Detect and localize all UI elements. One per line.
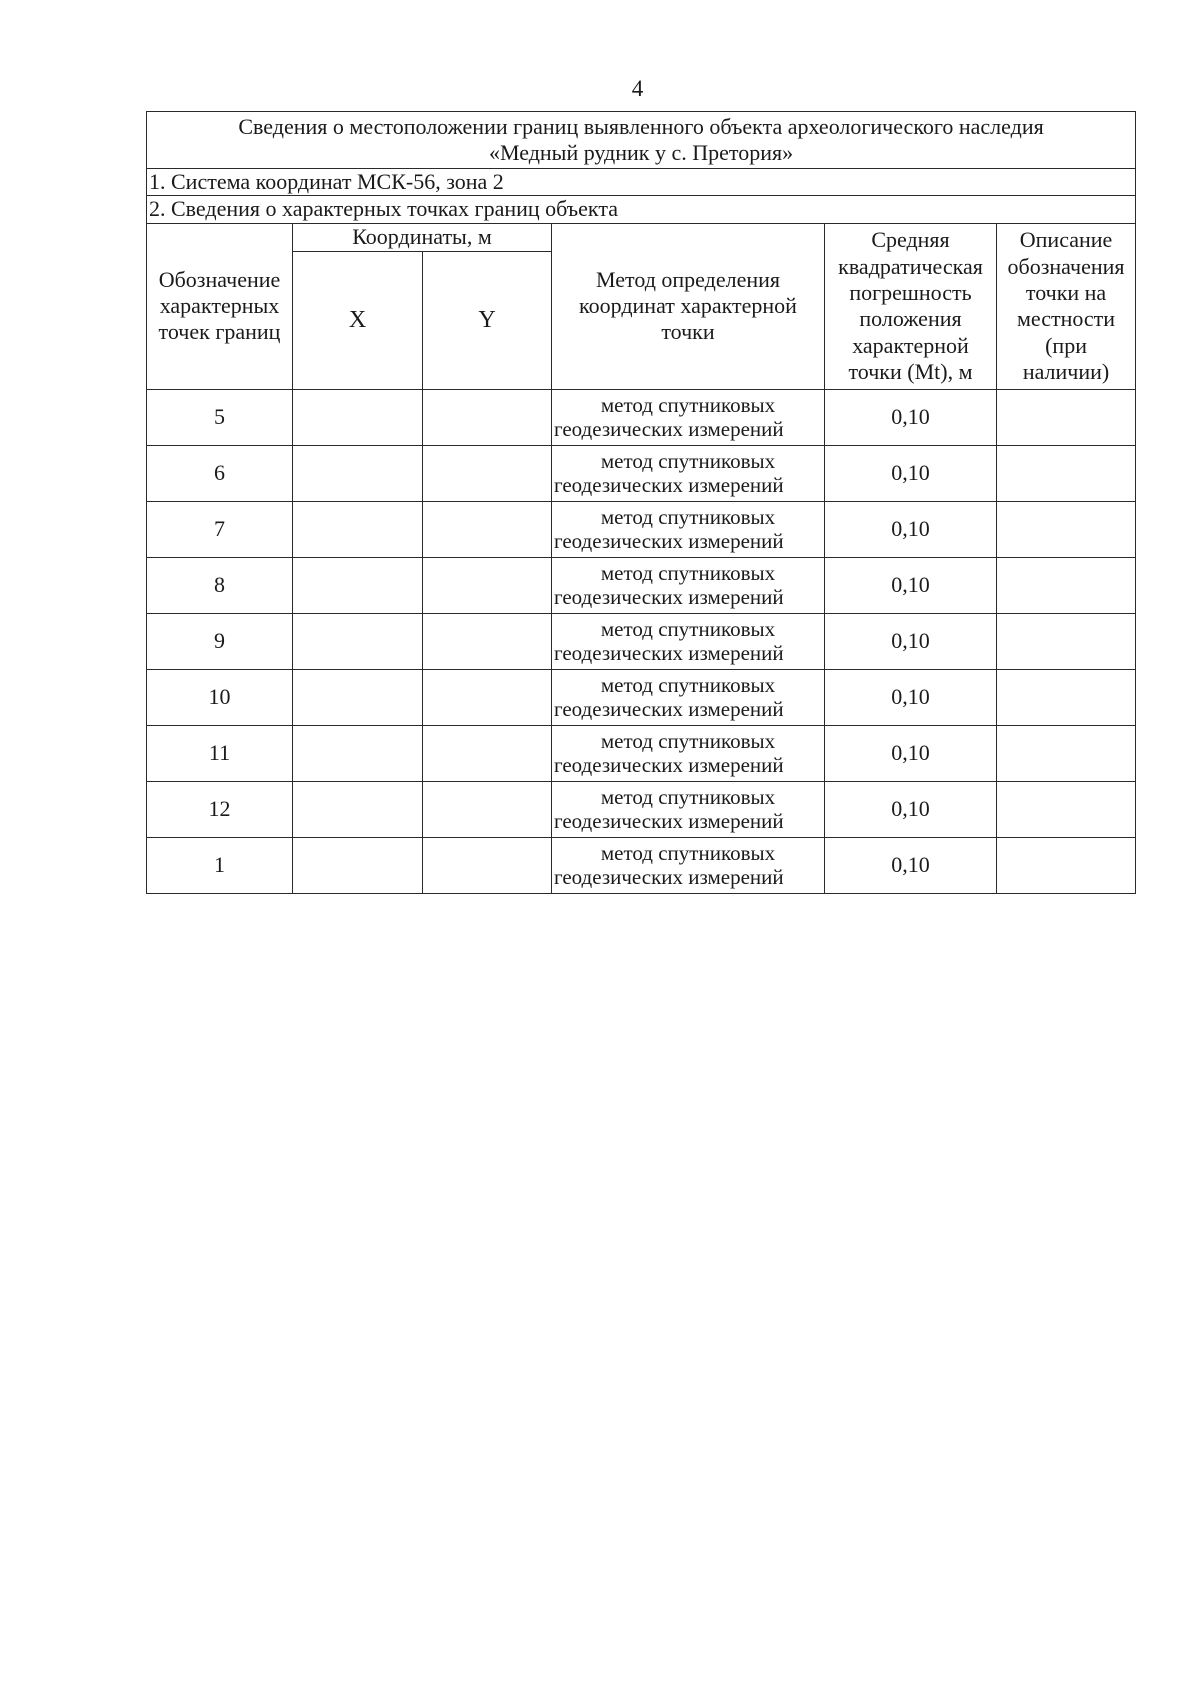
table-row xyxy=(147,725,1136,781)
header-method-line: Метод определения xyxy=(595,266,781,292)
header-point-designation-line: характерных xyxy=(159,293,280,319)
table-row xyxy=(147,445,1136,501)
header-method-line: координат характерной xyxy=(579,293,797,319)
method-line-1: метод спутниковых xyxy=(600,785,776,810)
method-line-2: геодезических измерений xyxy=(554,585,784,610)
cell-y xyxy=(423,557,552,613)
cell-description xyxy=(997,725,1136,781)
cell-description xyxy=(997,613,1136,669)
cell-mt: 0,10 xyxy=(825,725,997,781)
cell-point: 10 xyxy=(147,669,293,725)
cell-method xyxy=(552,613,825,669)
header-method xyxy=(552,223,825,389)
header-description-line: Описание xyxy=(1019,227,1113,253)
cell-x xyxy=(293,781,423,837)
header-method-line: точки xyxy=(661,319,715,345)
table-title xyxy=(147,112,1136,169)
header-coordinates: Координаты, м xyxy=(293,223,552,251)
cell-y xyxy=(423,725,552,781)
header-description-line: обозначения xyxy=(1007,253,1125,279)
cell-point: 11 xyxy=(147,725,293,781)
method-line-2: геодезических измерений xyxy=(554,417,784,442)
cell-point: 12 xyxy=(147,781,293,837)
cell-y xyxy=(423,613,552,669)
method-line-2: геодезических измерений xyxy=(554,753,784,778)
method-line-1: метод спутниковых xyxy=(600,617,776,642)
header-x: X xyxy=(293,251,423,389)
cell-point: 5 xyxy=(147,389,293,445)
cell-y xyxy=(423,445,552,501)
header-description xyxy=(997,223,1136,389)
cell-x xyxy=(293,725,423,781)
table-row xyxy=(147,837,1136,893)
method-line-1: метод спутниковых xyxy=(600,393,776,418)
cell-point: 1 xyxy=(147,837,293,893)
method-line-1: метод спутниковых xyxy=(600,729,776,754)
cell-x xyxy=(293,557,423,613)
cell-y xyxy=(423,781,552,837)
header-description-line: наличии) xyxy=(1022,359,1110,385)
cell-point: 6 xyxy=(147,445,293,501)
cell-y xyxy=(423,501,552,557)
cell-description xyxy=(997,389,1136,445)
cell-x xyxy=(293,837,423,893)
cell-method xyxy=(552,837,825,893)
header-accuracy-line: положения xyxy=(859,306,962,332)
cell-description xyxy=(997,501,1136,557)
header-accuracy-line: погрешность xyxy=(849,279,972,305)
method-line-2: геодезических измерений xyxy=(554,697,784,722)
method-line-2: геодезических измерений xyxy=(554,473,784,498)
header-accuracy-line: точки (Mt), м xyxy=(848,359,973,385)
cell-x xyxy=(293,613,423,669)
cell-y xyxy=(423,837,552,893)
cell-mt: 0,10 xyxy=(825,557,997,613)
cell-mt: 0,10 xyxy=(825,445,997,501)
method-line-2: геодезических измерений xyxy=(554,641,784,666)
cell-mt: 0,10 xyxy=(825,781,997,837)
cell-description xyxy=(997,837,1136,893)
method-line-1: метод спутниковых xyxy=(600,505,776,530)
header-description-line: местности xyxy=(1016,306,1116,332)
cell-mt: 0,10 xyxy=(825,501,997,557)
cell-method xyxy=(552,669,825,725)
header-accuracy xyxy=(825,223,997,389)
method-line-2: геодезических измерений xyxy=(554,865,784,890)
method-line-1: метод спутниковых xyxy=(600,561,776,586)
points-section-row: 2. Сведения о характерных точках границ объекта xyxy=(147,196,1136,223)
cell-description xyxy=(997,781,1136,837)
table-row xyxy=(147,389,1136,445)
cell-x xyxy=(293,389,423,445)
table-row xyxy=(147,557,1136,613)
table-row xyxy=(147,501,1136,557)
method-line-1: метод спутниковых xyxy=(600,449,776,474)
cell-method xyxy=(552,781,825,837)
method-line-1: метод спутниковых xyxy=(600,673,776,698)
cell-method xyxy=(552,557,825,613)
cell-method xyxy=(552,725,825,781)
cell-method xyxy=(552,445,825,501)
cell-point: 7 xyxy=(147,501,293,557)
header-accuracy-line: Средняя xyxy=(871,227,950,253)
table-title-line-2: «Медный рудник у с. Претория» xyxy=(488,140,794,165)
method-line-1: метод спутниковых xyxy=(600,841,776,866)
coordinate-system-row: 1. Система координат МСК-56, зона 2 xyxy=(147,169,1136,196)
header-description-line: (при xyxy=(1045,332,1087,358)
header-point-designation xyxy=(147,223,293,389)
cell-mt: 0,10 xyxy=(825,389,997,445)
table-title-line-1: Сведения о местоположении границ выявленного объекта археологического наследия xyxy=(238,113,1044,139)
method-line-2: геодезических измерений xyxy=(554,809,784,834)
cell-y xyxy=(423,669,552,725)
table-row xyxy=(147,781,1136,837)
cell-mt: 0,10 xyxy=(825,669,997,725)
cell-x xyxy=(293,501,423,557)
cell-x xyxy=(293,445,423,501)
cell-mt: 0,10 xyxy=(825,613,997,669)
boundary-points-table xyxy=(146,111,1136,894)
cell-mt: 0,10 xyxy=(825,837,997,893)
cell-method xyxy=(552,501,825,557)
header-point-designation-line: точек границ xyxy=(158,319,281,345)
cell-description xyxy=(997,557,1136,613)
table-row xyxy=(147,669,1136,725)
method-line-2: геодезических измерений xyxy=(554,529,784,554)
page-number: 4 xyxy=(631,76,644,101)
header-description-line: точки на xyxy=(1025,279,1107,305)
cell-method xyxy=(552,389,825,445)
header-accuracy-line: характерной xyxy=(852,332,969,358)
cell-description xyxy=(997,445,1136,501)
cell-description xyxy=(997,669,1136,725)
header-point-designation-line: Обозначение xyxy=(158,266,281,292)
table-row xyxy=(147,613,1136,669)
cell-x xyxy=(293,669,423,725)
cell-point: 8 xyxy=(147,557,293,613)
cell-y xyxy=(423,389,552,445)
header-y: Y xyxy=(423,251,552,389)
cell-point: 9 xyxy=(147,613,293,669)
header-accuracy-line: квадратическая xyxy=(838,253,983,279)
